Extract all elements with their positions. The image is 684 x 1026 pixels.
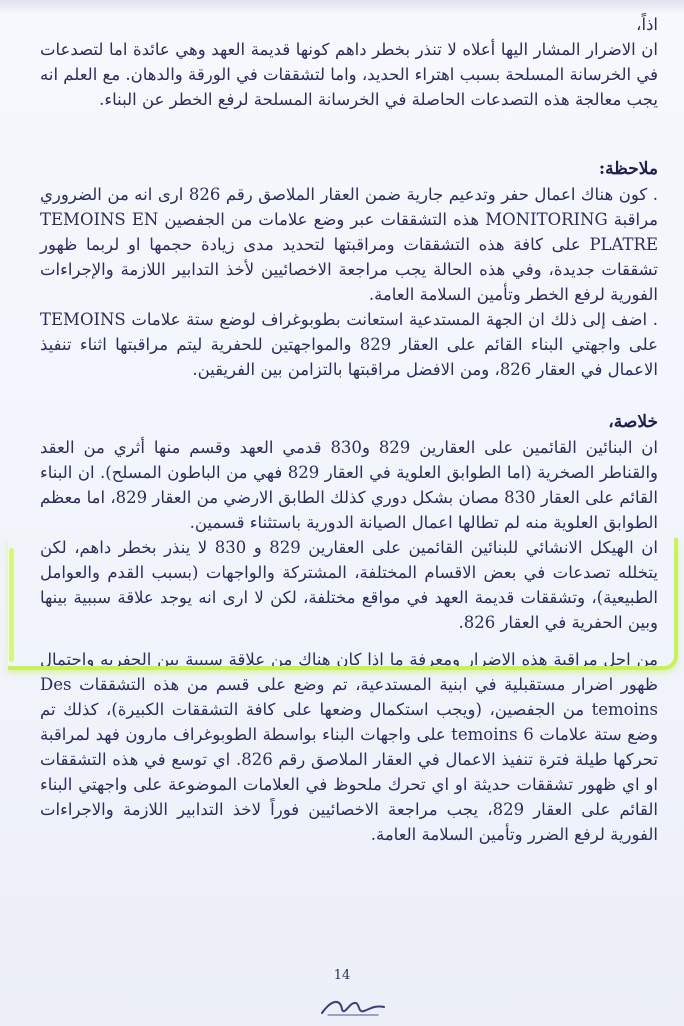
conclusion-paragraph-1: ان البنائين القائمين على العقارين 829 و830 قدمي العهد وقسم منها أثري من العقد والقناطر الصخرية (اما الطوابق العلوية في العقار 829 فهي من الباطون المسلح). ان البناء القائم على العقار 830 مصان بشكل دوري كذلك الطابق الارضي من العقار 829، اما معظم الطوابق العلوية منه لم تطالها اعمال الصيانة الدورية باستثناء قسمين.: [40, 438, 659, 532]
note-paragraph-2: . اضف إلى ذلك ان الجهة المستدعية استعانت بطوبوغراف لوضع ستة علامات TEMOINS على واجهتي البناء القائم على العقار 829 والمواجهتين للحفرية ليتم مراقبتها اثناء تنفيذ الاعمال في العقار 826، ومن الافضل مراقبتها بالتزامن بين الفريقين.: [40, 310, 658, 379]
note-section: [40, 157, 658, 382]
conclusion-heading: خلاصة،: [608, 412, 658, 432]
highlight-marker-left-stroke: [9, 548, 14, 662]
highlight-marker-outline: [8, 538, 678, 670]
intro-lead: اذاً،: [636, 15, 658, 34]
note-heading: ملاحظة:: [598, 159, 658, 179]
conclusion-paragraph-3: من اجل مراقبة هذه الاضرار ومعرفة ما اذا كان هناك من علاقة سببية بين الحفريه واحتمال ظهور اضرار مستقبلية في ابنية المستدعية، تم وضع على قسم من هذه التشققات Des temoins من الجفصين، (ويجب استكمال وضعها على كافة التشققات الكبيرة)، كذلك تم وضع ستة علامات temoins 6 على واجهات البناء بواسطة الطوبوغراف مارون فهد لمراقبة تحركها طيلة فترة تنفيذ الاعمال في العقار الملاصق رقم 826. اي توسع في هذه التشققات او اي ظهور تشققات حديثة او اي تحرك ملحوظ في العلامات الموضوعة على واجهتي البناء القائم على العقار 829، يجب مراجعة الاخصائيين فوراً لاخذ التدابير اللازمة والاجراءات الفورية لرفع الضرر وتأمين السلامة العامة.: [40, 650, 659, 844]
intro-section: [40, 12, 658, 112]
signature-mark: [318, 993, 388, 1019]
intro-paragraph: ان الاضرار المشار اليها أعلاه لا تنذر بخطر داهم كونها قديمة العهد وهي عائدة اما لتصدعات في الخرسانة المسلحة بسبب اهتراء الحديد، واما لتشققات في الورقة والدهان. مع العلم انه يجب معالجة هذه التصدعات الحاصلة في الخرسانة المسلحة لرفع الخطر عن البناء.: [40, 40, 658, 109]
note-paragraph-1: . كون هناك اعمال حفر وتدعيم جارية ضمن العقار الملاصق رقم 826 ارى انه من الضروري مراقبة MONITORING هذه التشققات عبر وضع علامات من الجفصين TEMOINS EN PLATRE على كافة هذه التشققات ومراقبتها لتحديد مدى زيادة حجمها او لربما ظهور تشققات جديدة، وفي هذه الحالة يجب مراجعة الاخصائيين لأخذ التدابير اللازمة والإجراءات الفورية لرفع الخطر وتأمين السلامة العامة.: [40, 185, 659, 304]
conclusion-paragraph-2-highlighted: ان الهيكل الانشائي للبنائين القائمين على العقارين 829 و 830 لا ينذر بخطر داهم، لكن يتخلله تصدعات في بعض الاقسام المختلفة، المشتركة والواجهات (بسبب القدم والعوامل الطبيعية)، وتشققات قديمة العهد في مواقع مختلفة، لكن لا ارى انه يوجد علاقة سببية بينها وبين الحفرية في العقار 826.: [40, 538, 658, 632]
page-number: 14: [333, 968, 351, 983]
